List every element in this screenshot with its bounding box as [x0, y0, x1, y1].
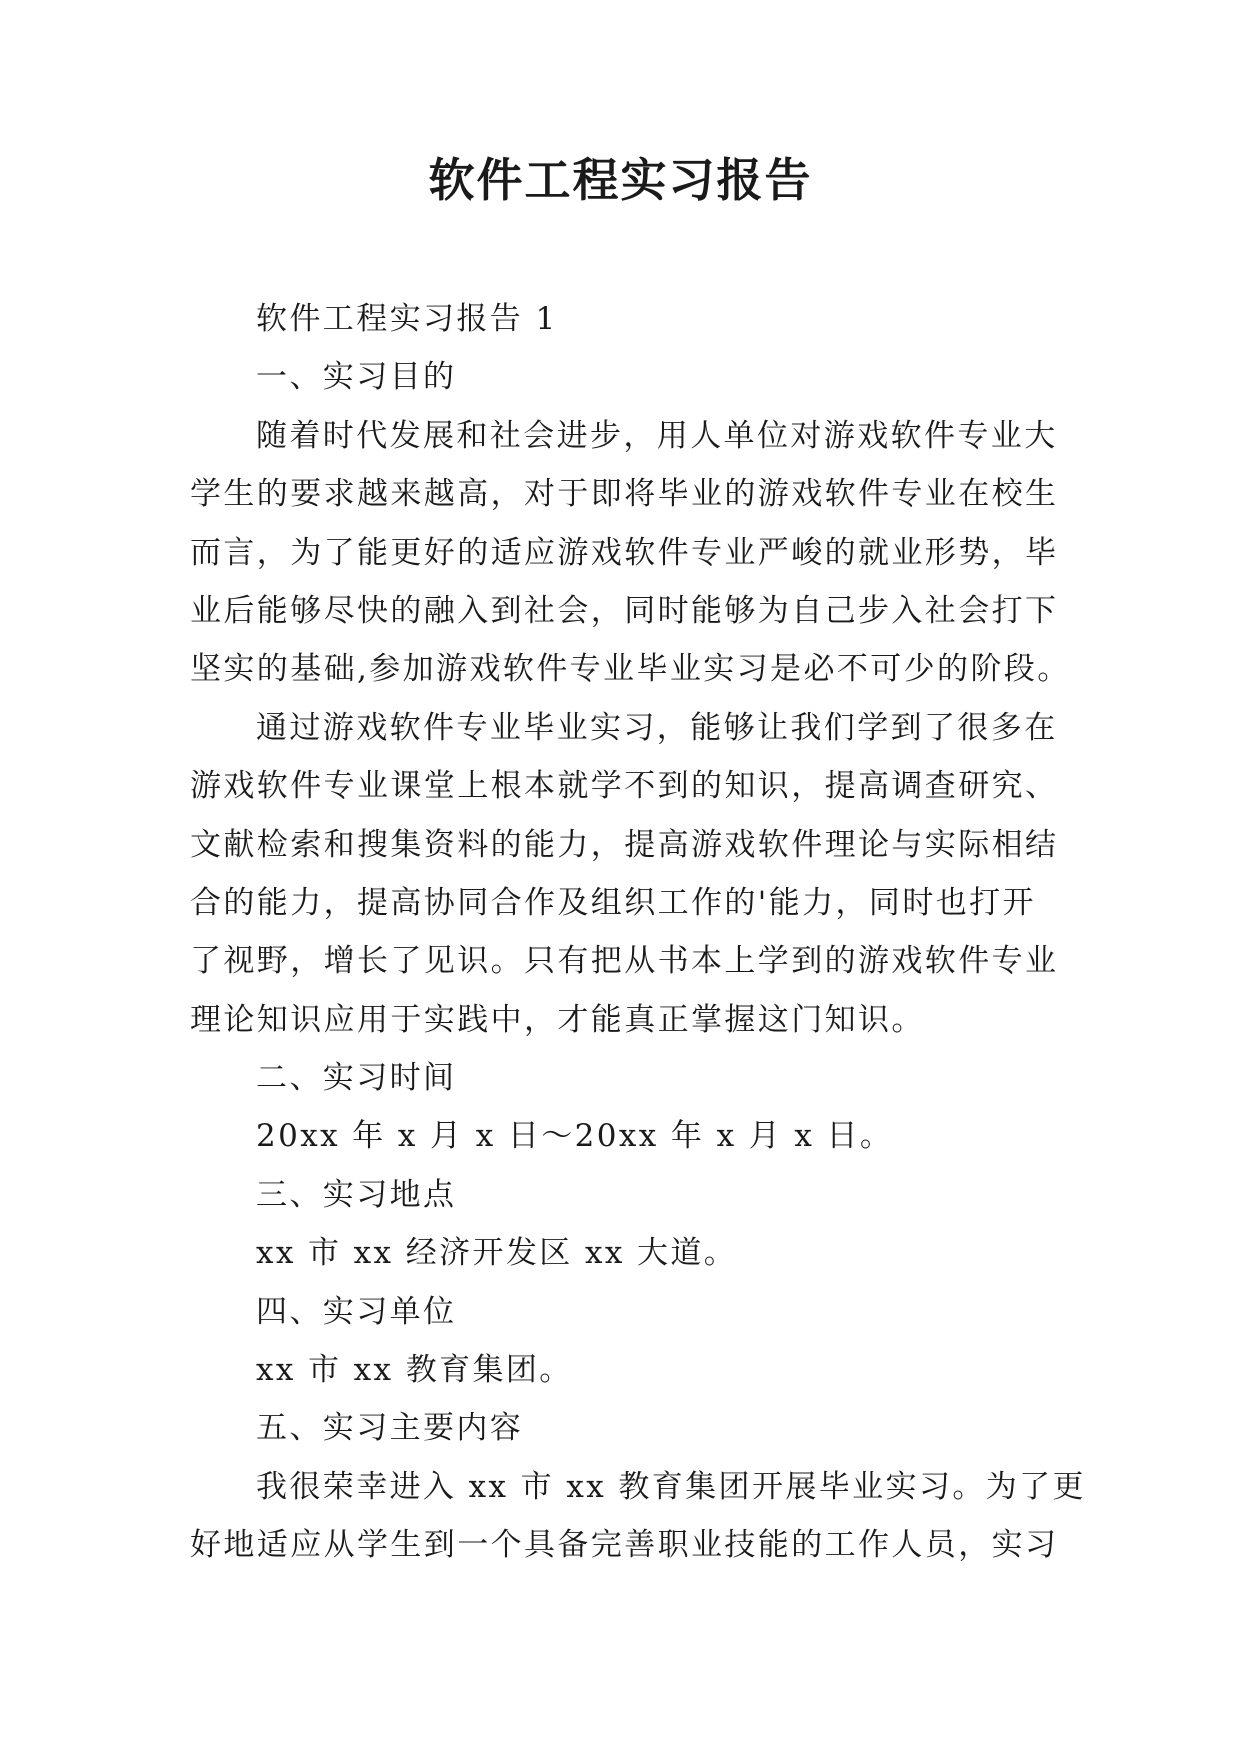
text-line: 五、实习主要内容 — [256, 1410, 524, 1447]
text-line: 三、实习地点 — [256, 1176, 457, 1213]
text-line: 软件工程实习报告 1 — [256, 301, 558, 337]
document-title: 软件工程实习报告 — [428, 153, 813, 207]
text-line: 好地适应从学生到一个具备完善职业技能的工作人员，实习 — [190, 1527, 1059, 1564]
text-line: 坚实的基础,参加游戏软件专业毕业实习是必不可少的阶段。 — [190, 651, 1071, 688]
text-line: 通过游戏软件专业毕业实习，能够让我们学到了很多在 — [256, 709, 1058, 746]
text-line: 二、实习时间 — [256, 1060, 457, 1097]
text-line: 一、实习目的 — [256, 359, 457, 396]
text-line: 随着时代发展和社会进步，用人单位对游戏软件专业大 — [256, 417, 1058, 454]
text-line: 文献检索和搜集资料的能力，提高游戏软件理论与实际相结 — [190, 826, 1059, 863]
text-line: 四、实习单位 — [256, 1293, 457, 1330]
text-line: 学生的要求越来越高，对于即将毕业的游戏软件专业在校生 — [190, 476, 1059, 513]
text-line: 了视野，增长了见识。只有把从书本上学到的游戏软件专业 — [190, 943, 1059, 980]
text-line: 我很荣幸进入 xx 市 xx 教育集团开展毕业实习。为了更 — [256, 1468, 1086, 1505]
text-line: 合的能力，提高协同合作及组织工作的'能力，同时也打开 — [190, 884, 1036, 921]
text-line: 理论知识应用于实践中，才能真正掌握这门知识。 — [190, 1001, 925, 1038]
document-body — [190, 290, 1086, 1575]
text-line: 业后能够尽快的融入到社会，同时能够为自己步入社会打下 — [190, 592, 1059, 629]
text-line: xx 市 xx 教育集团。 — [256, 1352, 573, 1389]
text-line: 而言，为了能更好的适应游戏软件专业严峻的就业形势，毕 — [190, 534, 1059, 571]
text-line: 游戏软件专业课堂上根本就学不到的知识，提高调查研究、 — [190, 768, 1059, 805]
text-line: 20xx 年 x 月 x 日～20xx 年 x 月 x 日。 — [256, 1118, 894, 1155]
text-line: xx 市 xx 经济开发区 xx 大道。 — [256, 1235, 738, 1272]
